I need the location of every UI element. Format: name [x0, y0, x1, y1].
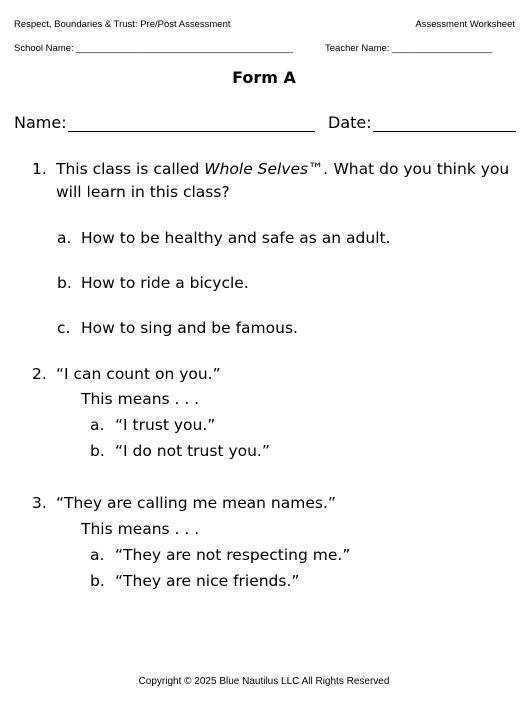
- question-1-text: This class is called Whole Selves™. What do you think you: [56, 160, 510, 178]
- question-1-option-a-letter: a.: [57, 229, 72, 247]
- date-line: [373, 131, 516, 132]
- question-3-option-b-letter: b.: [90, 572, 105, 590]
- teacher-name-field: Teacher Name: ___________________: [325, 43, 493, 54]
- question-3-means: This means . . .: [81, 520, 200, 538]
- question-1-number: 1.: [32, 160, 47, 178]
- question-1-option-b-letter: b.: [57, 274, 72, 292]
- question-1-option-c: How to sing and be famous.: [81, 319, 298, 337]
- question-3-option-b: “They are nice friends.”: [115, 572, 300, 590]
- question-2-option-b-letter: b.: [90, 442, 105, 460]
- question-3-option-a: “They are not respecting me.”: [115, 546, 351, 564]
- header-worksheet-label: Assessment Worksheet: [415, 19, 515, 30]
- question-2-option-a: “I trust you.”: [115, 416, 216, 434]
- form-title: Form A: [232, 68, 296, 87]
- question-3-text: “They are calling me mean names.”: [56, 494, 336, 512]
- question-1-option-a: How to be healthy and safe as an adult.: [81, 229, 391, 247]
- question-3-number: 3.: [32, 494, 47, 512]
- question-1-option-c-letter: c.: [57, 319, 71, 337]
- school-name-field: School Name: _________________________________________: [14, 43, 293, 54]
- header-title: Respect, Boundaries & Trust: Pre/Post Assessment: [14, 19, 231, 30]
- question-2-option-a-letter: a.: [90, 416, 105, 434]
- question-2-option-b: “I do not trust you.”: [115, 442, 270, 460]
- date-label: Date:: [328, 113, 372, 132]
- question-2-number: 2.: [32, 365, 47, 383]
- question-1-text-line2: will learn in this class?: [56, 183, 230, 201]
- copyright-footer: Copyright © 2025 Blue Nautilus LLC All Rights Reserved: [138, 676, 390, 687]
- question-2-means: This means . . .: [81, 390, 200, 408]
- question-2-text: “I can count on you.”: [56, 365, 221, 383]
- question-3-option-a-letter: a.: [90, 546, 105, 564]
- question-1-option-b: How to ride a bicycle.: [81, 274, 249, 292]
- name-label: Name:: [14, 113, 67, 132]
- name-line: [68, 131, 315, 132]
